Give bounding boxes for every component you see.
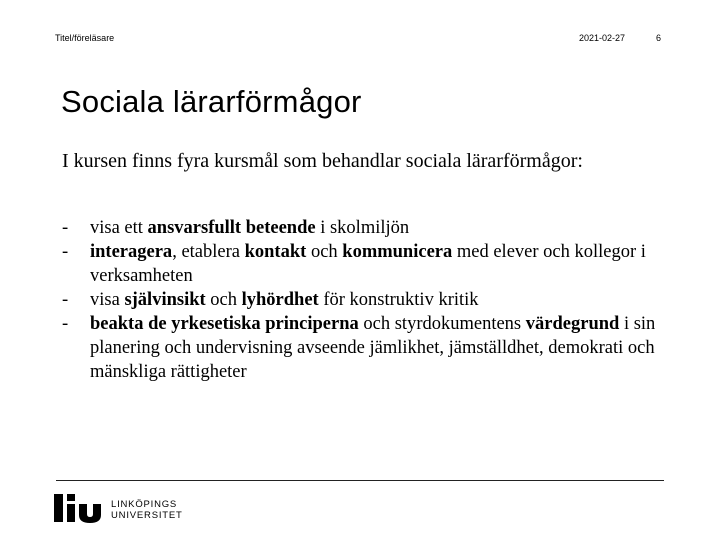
university-name-line2: UNIVERSITET xyxy=(111,510,183,521)
bullet-marker: - xyxy=(62,290,69,310)
bullet-text: visa ett ansvarsfullt beteende i skolmiljön xyxy=(90,218,410,238)
bullet-text: visa självinsikt och lyhördhet för konstruktiv kritik xyxy=(90,290,479,310)
bullet-text: beakta de yrkesetiska principerna och styrdokumentens värdegrund i sin planering och undervisning avseende jämlikhet, jämställdhet, demokrati och mänskliga rättigheter xyxy=(90,314,656,382)
header-date: 2021-02-27 xyxy=(579,33,626,43)
university-name-line1: LINKÖPINGS xyxy=(111,499,178,510)
bullet-list xyxy=(62,216,662,384)
bullet-marker: - xyxy=(62,218,69,238)
university-name xyxy=(111,499,183,521)
bullet-item-4 xyxy=(62,312,662,384)
slide-title: Sociala lärarförmågor xyxy=(61,84,362,119)
bullet-item-2 xyxy=(62,240,662,288)
slide-intro: I kursen finns fyra kursmål som behandlar sociala lärarförmågor: xyxy=(62,150,583,172)
bullet-item-3 xyxy=(62,288,662,312)
bullet-text: interagera, etablera kontakt och kommunicera med elever och kollegor i verksamheten xyxy=(90,242,646,286)
footer-divider xyxy=(56,480,664,481)
header-presenter-label: Titel/föreläsare xyxy=(55,33,115,43)
bullet-marker: - xyxy=(62,314,69,334)
bullet-marker: - xyxy=(62,242,69,262)
bullet-item-1 xyxy=(62,216,662,240)
header-page-number: 6 xyxy=(656,33,662,43)
